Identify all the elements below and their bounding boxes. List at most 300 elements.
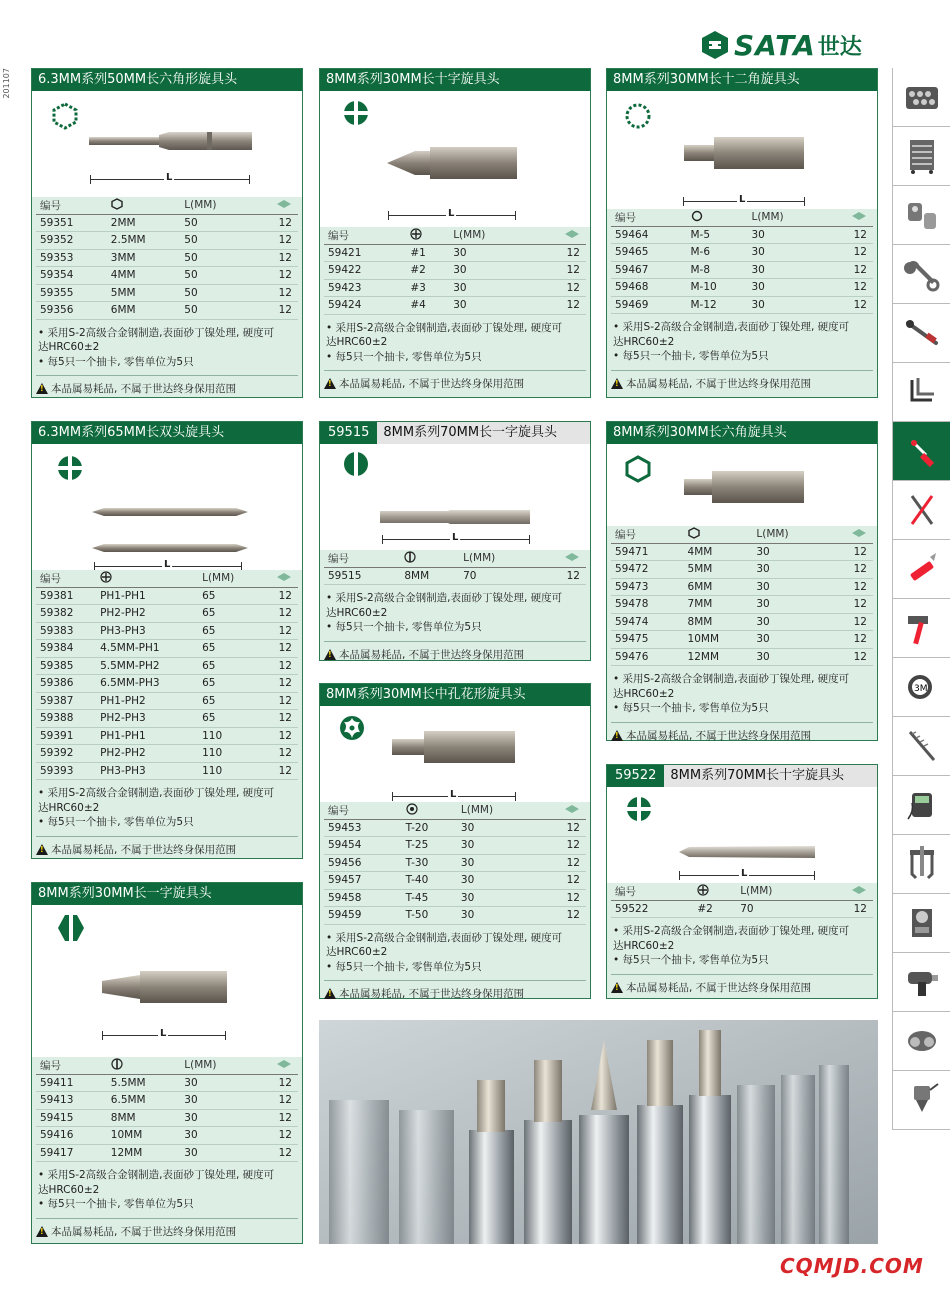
panel-code: 59515 <box>320 422 377 444</box>
cell-code: 59457 <box>324 872 402 890</box>
cell-qty: 12 <box>529 279 586 297</box>
slotted-profile-icon <box>342 450 370 478</box>
note-hardness: 达HRC60±2 <box>326 606 388 619</box>
cell-qty: 12 <box>532 872 586 890</box>
col-length: L(MM) <box>180 197 248 214</box>
cell-qty: 12 <box>249 1092 298 1110</box>
col-code: 编号 <box>324 227 406 244</box>
spec-info <box>607 883 877 998</box>
product-notes <box>38 1168 296 1212</box>
note-material: • 采用S-2高级合金钢制造,表面砂丁镍处理, 硬度可 <box>38 1169 275 1181</box>
package-icon <box>851 211 867 221</box>
category-screwdriver[interactable] <box>892 422 950 481</box>
table-row <box>611 596 873 614</box>
panel-title: 8MM系列30MM长中孔花形旋具头 <box>320 684 590 706</box>
col-size <box>693 883 736 900</box>
tape-measure-icon <box>902 667 942 707</box>
note-hardness: 达HRC60±2 <box>38 801 100 814</box>
cell-size: 8MM <box>107 1109 181 1127</box>
cell-qty: 12 <box>249 249 298 267</box>
col-length: L(MM) <box>457 802 532 819</box>
category-drill-chuck[interactable] <box>892 1071 950 1130</box>
cell-code: 59469 <box>611 296 687 314</box>
category-tool-cart[interactable] <box>892 127 950 186</box>
cell-code: 59473 <box>611 578 684 596</box>
cell-qty: 12 <box>820 244 873 262</box>
table-row <box>36 657 298 675</box>
cell-size: T-30 <box>402 854 457 872</box>
table-row <box>611 561 873 579</box>
length-label: L <box>166 172 173 183</box>
table-row <box>611 578 873 596</box>
cell-length: 65 <box>198 622 256 640</box>
table-row <box>324 837 586 855</box>
cell-size: 8MM <box>684 613 753 631</box>
note-packing: • 每5只一个抽卡, 零售单位为5只 <box>38 355 194 368</box>
cell-size: PH3-PH3 <box>96 762 198 780</box>
note-material: • 采用S-2高级合金钢制造,表面砂丁镍处理, 硬度可 <box>38 326 275 339</box>
col-size <box>400 550 459 567</box>
cell-code: 59472 <box>611 561 684 579</box>
cell-code: 59454 <box>324 837 402 855</box>
utility-knife-icon <box>902 549 942 589</box>
cell-qty: 12 <box>823 631 873 649</box>
cell-size: #4 <box>406 297 449 315</box>
cell-qty: 12 <box>532 837 586 855</box>
cell-qty: 12 <box>823 596 873 614</box>
cell-size: M-10 <box>687 279 748 297</box>
cell-code: 59392 <box>36 745 96 763</box>
cell-length: 30 <box>457 889 532 907</box>
cell-size: PH1-PH2 <box>96 692 198 710</box>
category-hex-key[interactable] <box>892 363 950 422</box>
cell-qty: 12 <box>256 692 298 710</box>
cell-length: 30 <box>747 226 820 244</box>
warning-icon <box>324 988 336 999</box>
spec-table <box>611 526 873 666</box>
cell-size: PH2-PH2 <box>96 745 198 763</box>
category-socket-set[interactable] <box>892 68 950 127</box>
torx-profile-icon <box>338 714 366 742</box>
product-panel-59464 <box>606 68 878 398</box>
col-code: 编号 <box>611 526 684 543</box>
cell-size: 10MM <box>107 1127 181 1145</box>
cell-code: 59386 <box>36 675 96 693</box>
cell-qty: 12 <box>256 745 298 763</box>
cell-code: 59383 <box>36 622 96 640</box>
table-row <box>36 710 298 728</box>
cell-qty: 12 <box>249 232 298 250</box>
phillips-profile-icon <box>625 795 653 823</box>
table-row <box>36 267 298 285</box>
col-qty <box>256 570 298 587</box>
cell-code: 59393 <box>36 762 96 780</box>
product-notes <box>38 786 296 830</box>
cell-qty: 12 <box>256 640 298 658</box>
col-code: 编号 <box>324 802 402 819</box>
product-image <box>32 444 302 574</box>
cell-length: 30 <box>747 261 820 279</box>
consumable-warning <box>36 836 298 857</box>
socket-icon <box>902 195 942 235</box>
note-hardness: 达HRC60±2 <box>326 336 388 348</box>
cell-code: 59387 <box>36 692 96 710</box>
col-length: L(MM) <box>198 570 256 587</box>
cell-size: PH1-PH1 <box>96 587 198 605</box>
table-row <box>611 244 873 262</box>
note-packing: • 每5只一个抽卡, 零售单位为5只 <box>38 816 194 828</box>
phillips-profile-icon <box>56 454 84 482</box>
note-packing: • 每5只一个抽卡, 零售单位为5只 <box>613 350 769 362</box>
cell-code: 59391 <box>36 727 96 745</box>
cell-size: 10MM <box>684 631 753 649</box>
package-icon <box>276 199 292 209</box>
torx-small-icon <box>406 803 418 815</box>
panel-title: 8MM系列30MM长十二角旋具头 <box>607 69 877 91</box>
warning-icon <box>611 378 623 389</box>
cell-size: PH2-PH2 <box>96 605 198 623</box>
hammer-icon <box>902 608 942 648</box>
cell-qty: 12 <box>529 297 586 315</box>
cell-length: 65 <box>198 605 256 623</box>
cell-size: #2 <box>406 262 449 280</box>
phillips-profile-icon <box>342 99 370 127</box>
col-qty <box>249 1057 298 1074</box>
category-utility-knife[interactable] <box>892 540 950 599</box>
cell-size: M-6 <box>687 244 748 262</box>
cell-code: 59355 <box>36 284 107 302</box>
length-label: L <box>452 532 459 543</box>
note-material: • 采用S-2高级合金钢制造,表面砂丁镍处理, 硬度可 <box>326 592 563 604</box>
note-material: • 采用S-2高级合金钢制造,表面砂丁镍处理, 硬度可 <box>326 321 563 334</box>
category-impact-wrench[interactable] <box>892 953 950 1012</box>
bit-set-photo <box>319 1020 878 1244</box>
category-tape-measure[interactable] <box>892 658 950 717</box>
note-material: • 采用S-2高级合金钢制造,表面砂丁镍处理, 硬度可 <box>38 787 275 799</box>
panel-title: 8MM系列30MM长十字旋具头 <box>320 69 590 91</box>
cell-length: 30 <box>752 648 822 666</box>
cell-length: 50 <box>180 302 248 320</box>
cell-length: 50 <box>180 249 248 267</box>
cell-size: 7MM <box>684 596 753 614</box>
sata-logo-icon <box>700 30 730 60</box>
table-row <box>324 262 586 280</box>
cell-size: 6MM <box>107 302 181 320</box>
product-panel-59381 <box>31 421 303 859</box>
cell-length: 65 <box>198 640 256 658</box>
panel-title-text: 8MM系列70MM长一字旋具头 <box>383 425 558 440</box>
cell-code: 59413 <box>36 1092 107 1110</box>
footer-watermark: CQMJD.COM <box>780 1254 924 1278</box>
table-row <box>36 1127 298 1145</box>
warning-text: 本品属易耗品, 不属于世达终身保用范围 <box>339 378 525 390</box>
note-hardness: 达HRC60±2 <box>38 341 100 353</box>
note-packing: • 每5只一个抽卡, 零售单位为5只 <box>38 1198 194 1210</box>
product-panel-59421 <box>319 68 591 398</box>
table-row <box>36 640 298 658</box>
product-image <box>320 91 590 231</box>
cell-length: 30 <box>747 244 820 262</box>
twelve-point-profile-icon <box>623 101 653 131</box>
product-image <box>32 91 302 201</box>
col-length: L(MM) <box>449 227 529 244</box>
cell-size: 5MM <box>107 284 181 302</box>
cell-code: 59417 <box>36 1144 107 1162</box>
cell-length: 30 <box>180 1127 248 1145</box>
table-row <box>36 1074 298 1092</box>
spec-info <box>32 197 302 397</box>
warning-icon <box>36 383 48 394</box>
hex-key-icon <box>902 372 942 412</box>
cell-length: 30 <box>747 296 820 314</box>
category-saw[interactable] <box>892 717 950 776</box>
consumable-warning <box>611 722 873 743</box>
cell-code: 59471 <box>611 543 684 561</box>
cell-code: 59459 <box>324 907 402 925</box>
cell-qty: 12 <box>532 889 586 907</box>
panel-title <box>607 765 877 787</box>
col-qty <box>529 227 586 244</box>
slotted-bit-drawing <box>100 965 230 1009</box>
table-row <box>324 567 586 585</box>
table-row <box>36 605 298 623</box>
product-panel-59515 <box>319 421 591 661</box>
multimeter-icon <box>902 785 942 825</box>
note-material: • 采用S-2高级合金钢制造,表面砂丁镍处理, 硬度可 <box>613 925 850 937</box>
col-code: 编号 <box>324 550 400 567</box>
cell-qty: 12 <box>256 605 298 623</box>
warning-text: 本品属易耗品, 不属于世达终身保用范围 <box>51 843 237 856</box>
spec-table <box>324 802 586 925</box>
cell-code: 59467 <box>611 261 687 279</box>
consumable-warning <box>324 641 586 662</box>
table-row <box>324 889 586 907</box>
cell-length: 30 <box>180 1109 248 1127</box>
saw-icon <box>902 726 942 766</box>
note-packing: • 每5只一个抽卡, 零售单位为5只 <box>613 954 769 966</box>
sata-logo <box>700 28 880 62</box>
warning-icon <box>324 378 336 389</box>
cell-code: 59522 <box>611 900 693 918</box>
screwdriver-icon <box>902 431 942 471</box>
col-length: L(MM) <box>180 1057 248 1074</box>
package-icon <box>564 229 580 239</box>
col-size <box>406 227 449 244</box>
cell-code: 59384 <box>36 640 96 658</box>
cell-qty: 12 <box>256 675 298 693</box>
package-icon <box>851 885 867 895</box>
catalog-code: 201107 <box>2 68 11 99</box>
cell-qty: 12 <box>532 819 586 837</box>
note-hardness: 达HRC60±2 <box>613 335 675 348</box>
slotted-small-icon <box>111 1058 123 1070</box>
category-tire-changer[interactable] <box>892 894 950 953</box>
spec-table <box>36 570 298 780</box>
cell-size: #3 <box>406 279 449 297</box>
cell-code: 59515 <box>324 567 400 585</box>
product-notes <box>613 672 871 716</box>
wrench-icon <box>902 254 942 294</box>
cell-length: 30 <box>180 1144 248 1162</box>
warning-icon <box>36 1226 48 1237</box>
table-row <box>36 745 298 763</box>
warning-icon <box>324 649 336 660</box>
product-notes <box>326 321 584 365</box>
cell-size: 4MM <box>107 267 181 285</box>
spec-info <box>607 526 877 740</box>
warning-text: 本品属易耗品, 不属于世达终身保用范围 <box>51 1225 237 1238</box>
cell-length: 50 <box>180 232 248 250</box>
product-panel-59453 <box>319 683 591 999</box>
table-row <box>36 587 298 605</box>
length-label: L <box>450 789 457 800</box>
table-row <box>611 631 873 649</box>
cell-length: 65 <box>198 710 256 728</box>
note-hardness: 达HRC60±2 <box>326 946 388 958</box>
package-icon <box>564 552 580 562</box>
cell-size: 5.5MM <box>107 1074 181 1092</box>
warning-text: 本品属易耗品, 不属于世达终身保用范围 <box>626 729 812 742</box>
cell-qty: 12 <box>820 279 873 297</box>
cell-code: 59354 <box>36 267 107 285</box>
cell-qty: 12 <box>823 578 873 596</box>
cell-size: 6.5MM-PH3 <box>96 675 198 693</box>
note-material: • 采用S-2高级合金钢制造,表面砂丁镍处理, 硬度可 <box>613 321 850 333</box>
panel-code: 59522 <box>607 765 664 787</box>
cell-code: 59458 <box>324 889 402 907</box>
consumable-warning <box>611 974 873 995</box>
cell-qty: 12 <box>823 613 873 631</box>
cell-qty: 12 <box>249 1127 298 1145</box>
panel-title: 8MM系列30MM长六角旋具头 <box>607 422 877 444</box>
category-safety-mask[interactable] <box>892 1012 950 1071</box>
note-packing: • 每5只一个抽卡, 零售单位为5只 <box>326 621 482 633</box>
cell-length: 50 <box>180 284 248 302</box>
cell-code: 59468 <box>611 279 687 297</box>
category-torque-wrench[interactable] <box>892 304 950 363</box>
hex-profile-icon <box>50 101 80 131</box>
cell-size: T-50 <box>402 907 457 925</box>
phillips-small-icon <box>697 884 709 896</box>
product-image <box>607 787 877 887</box>
cell-qty: 12 <box>820 261 873 279</box>
note-packing: • 每5只一个抽卡, 零售单位为5只 <box>326 350 482 363</box>
cell-qty: 12 <box>249 214 298 232</box>
phillips-small-icon <box>100 571 112 583</box>
cell-length: 30 <box>449 297 529 315</box>
note-hardness: 达HRC60±2 <box>613 939 675 952</box>
hex-small-icon <box>111 198 123 210</box>
cell-length: 65 <box>198 657 256 675</box>
cell-code: 59351 <box>36 214 107 232</box>
cell-code: 59465 <box>611 244 687 262</box>
product-notes <box>38 326 296 370</box>
spec-info <box>32 1057 302 1243</box>
cell-length: 30 <box>752 543 822 561</box>
warning-icon <box>36 844 48 855</box>
cell-qty: 12 <box>249 1109 298 1127</box>
puller-icon <box>902 844 942 884</box>
cell-code: 59388 <box>36 710 96 728</box>
product-notes <box>613 924 871 968</box>
cell-size: #2 <box>693 900 736 918</box>
cell-size: 4MM <box>684 543 753 561</box>
warning-text: 本品属易耗品, 不属于世达终身保用范围 <box>339 988 525 1000</box>
table-row <box>36 284 298 302</box>
cell-length: 110 <box>198 745 256 763</box>
cell-qty: 12 <box>532 907 586 925</box>
consumable-warning <box>611 370 873 391</box>
cell-qty: 12 <box>256 657 298 675</box>
cell-length: 30 <box>449 279 529 297</box>
cell-code: 59356 <box>36 302 107 320</box>
bit-set-photo-image <box>319 1020 878 1244</box>
product-panel-59351 <box>31 68 303 398</box>
cell-code: 59456 <box>324 854 402 872</box>
phillips-bit-drawing <box>385 141 520 185</box>
cell-qty: 12 <box>249 1144 298 1162</box>
cell-size: 4.5MM-PH1 <box>96 640 198 658</box>
category-socket[interactable] <box>892 186 950 245</box>
tire-changer-icon <box>902 903 942 943</box>
category-pliers[interactable] <box>892 481 950 540</box>
col-size <box>687 209 748 226</box>
cell-code: 59478 <box>611 596 684 614</box>
cell-length: 70 <box>459 567 533 585</box>
cell-code: 59415 <box>36 1109 107 1127</box>
category-multimeter[interactable] <box>892 776 950 835</box>
cell-size: 6MM <box>684 578 753 596</box>
warning-icon <box>611 730 623 741</box>
product-image <box>320 444 590 554</box>
table-row <box>611 226 873 244</box>
spec-table <box>324 550 586 585</box>
spec-info <box>607 209 877 397</box>
col-qty <box>533 550 586 567</box>
cell-length: 65 <box>198 587 256 605</box>
socket-set-icon <box>902 77 942 117</box>
cell-code: 59422 <box>324 262 406 280</box>
panel-title: 6.3MM系列50MM长六角形旋具头 <box>32 69 302 91</box>
table-row <box>36 675 298 693</box>
cell-code: 59423 <box>324 279 406 297</box>
impact-wrench-icon <box>902 962 942 1002</box>
table-row <box>611 648 873 666</box>
cell-size: T-25 <box>402 837 457 855</box>
category-wrench[interactable] <box>892 245 950 304</box>
cell-size: T-20 <box>402 819 457 837</box>
hex-profile-icon <box>623 454 653 484</box>
spec-table <box>611 883 873 918</box>
category-hammer[interactable] <box>892 599 950 658</box>
cell-size: 6.5MM <box>107 1092 181 1110</box>
category-puller[interactable] <box>892 835 950 894</box>
table-row <box>36 214 298 232</box>
note-packing: • 每5只一个抽卡, 零售单位为5只 <box>326 960 482 973</box>
cell-size: #1 <box>406 244 449 262</box>
col-qty <box>820 209 873 226</box>
cell-size: 2.5MM <box>107 232 181 250</box>
hex-short-bit-drawing <box>682 466 807 508</box>
col-length: L(MM) <box>747 209 820 226</box>
col-code: 编号 <box>36 570 96 587</box>
table-row <box>324 819 586 837</box>
cell-qty: 12 <box>249 284 298 302</box>
cell-qty: 12 <box>820 296 873 314</box>
double-bit-drawing <box>90 504 250 564</box>
spec-table <box>324 227 586 315</box>
package-icon <box>276 1059 292 1069</box>
